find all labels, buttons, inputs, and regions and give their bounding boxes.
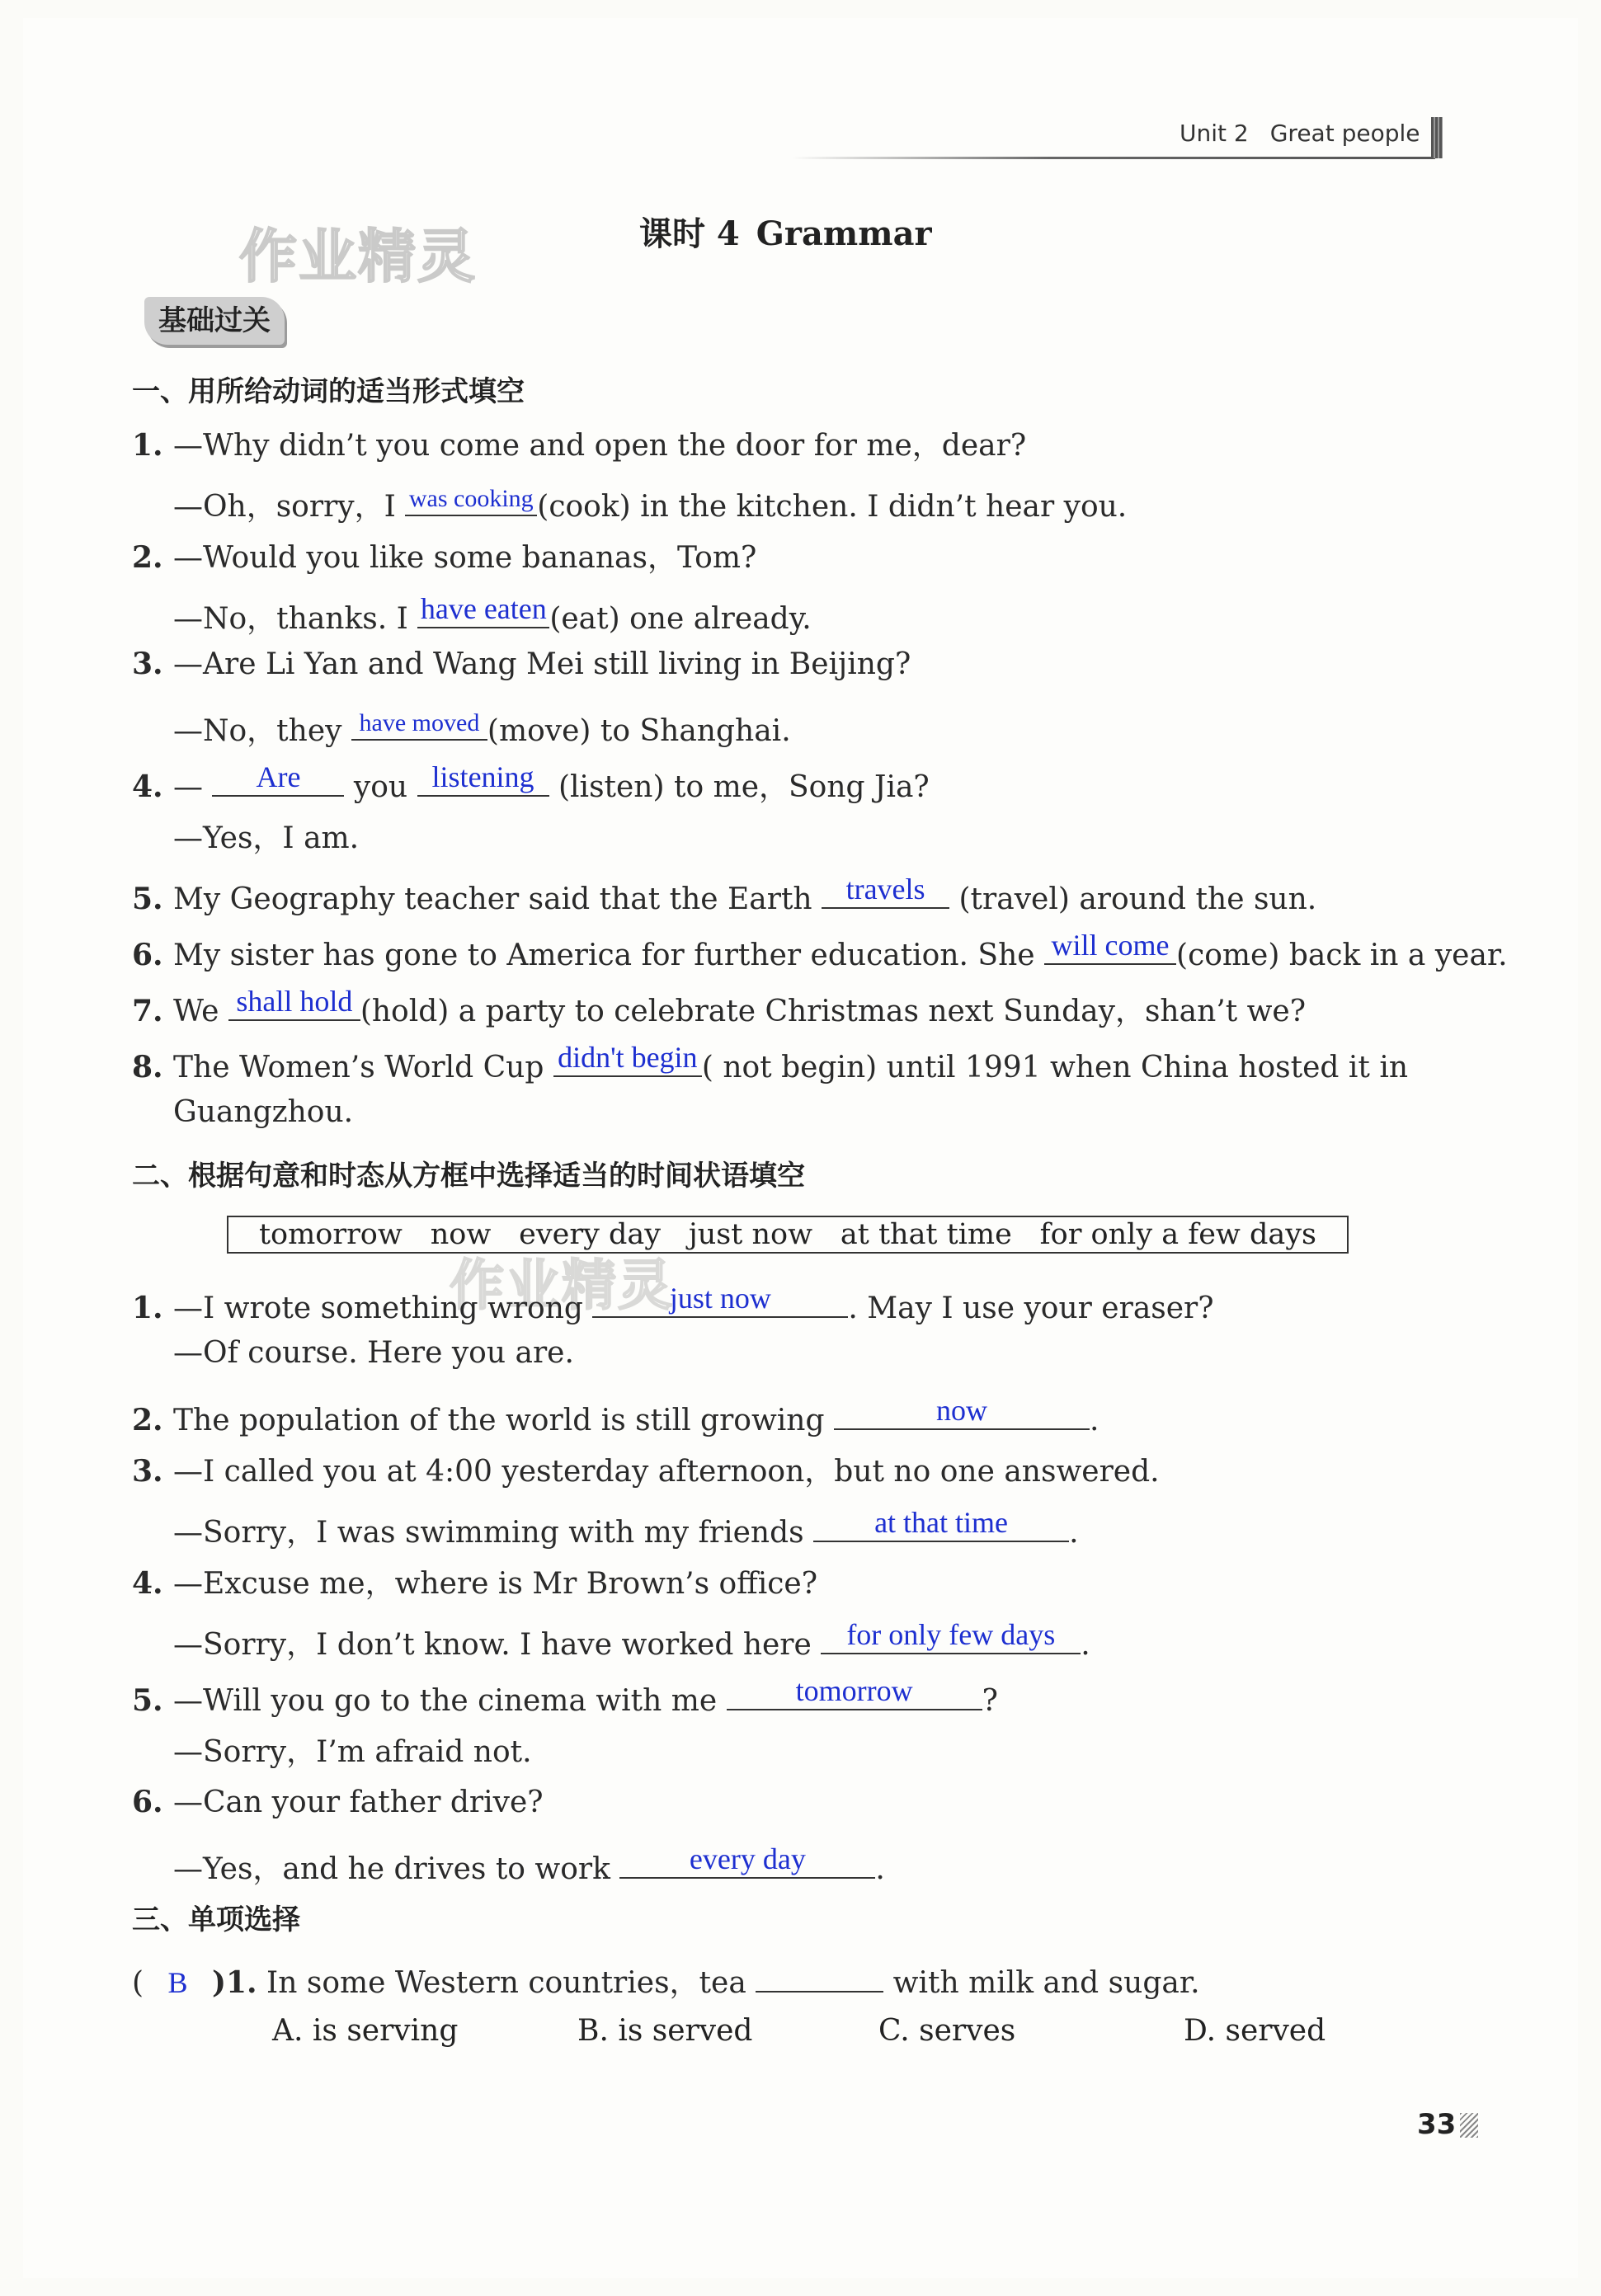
answer-blank[interactable] [1044, 927, 1176, 965]
question-text: . [875, 1852, 885, 1886]
question-text: . [1081, 1628, 1090, 1662]
unit-label: Unit 2 [1180, 120, 1249, 147]
question-line [132, 1448, 1160, 1490]
answer-text: travels [845, 873, 925, 906]
question-text: —I wrote something wrong [173, 1292, 593, 1325]
question-number: 2. [132, 540, 163, 575]
question-text: ? [982, 1684, 998, 1718]
question-line [173, 1504, 1079, 1551]
question-text: My Geography teacher said that the Earth [173, 882, 822, 916]
answer-text: at that time [874, 1506, 1009, 1539]
question-line [173, 1841, 885, 1888]
answer-blank[interactable] [727, 1673, 982, 1710]
question-number: 8. [132, 1050, 163, 1084]
word-bank-item: now [430, 1218, 492, 1251]
selected-choice[interactable]: B [167, 1966, 188, 1999]
question-line [132, 647, 911, 681]
page-number-decoration [1460, 2113, 1478, 2138]
question-text: (hold) a party to celebrate Christmas next Sunday，shan’t we? [360, 995, 1307, 1028]
word-bank-box [227, 1216, 1349, 1254]
section-heading: 一、用所给动词的适当形式填空 [132, 375, 525, 408]
question-number: 3. [132, 647, 163, 681]
question-number: )1. [211, 1965, 257, 2000]
lesson-prefix: 课时 4 [639, 214, 740, 253]
question-text: —Can your father drive? [173, 1786, 544, 1819]
question-text: —Will you go to the cinema with me [173, 1684, 727, 1718]
question-number: 5. [132, 882, 163, 916]
question-line [132, 983, 1306, 1030]
page-number: 33 [1417, 2108, 1457, 2141]
question-line [132, 1392, 1099, 1437]
question-line [132, 1560, 817, 1602]
header-rule [792, 157, 1435, 159]
answer-text: for only few days [846, 1618, 1056, 1651]
question-text: —No，thanks. I [173, 602, 418, 636]
question-text: (listen) to me，Song Jia? [549, 770, 930, 804]
section-heading: 三、单项选择 [132, 1903, 300, 1936]
question-text: ( not begin) until 1991 when China hosted it in [701, 1051, 1409, 1084]
answer-text: shall hold [236, 985, 353, 1018]
question-line [132, 1785, 544, 1819]
lesson-title [639, 208, 932, 255]
question-line [132, 1280, 1214, 1325]
question-text: — [173, 770, 213, 804]
lesson-name: Grammar [756, 214, 932, 253]
question-text: —Excuse me，where is Mr Brown’s office? [173, 1567, 818, 1601]
question-line: —Of course. Here you are. [173, 1336, 574, 1370]
question-number: 6. [132, 938, 163, 972]
question-number: 3. [132, 1454, 163, 1489]
question-text: (travel) around the sun. [949, 882, 1317, 916]
question-line: —Sorry，I’m afraid not. [173, 1735, 532, 1769]
answer-blank[interactable] [822, 871, 949, 909]
answer-text: was cooking [408, 485, 534, 512]
question-text: In some Western countries，tea [257, 1966, 756, 2000]
running-header [1180, 120, 1420, 147]
answer-text: listening [431, 760, 534, 793]
answer-blank[interactable] [813, 1504, 1069, 1542]
question-text: . [1089, 1404, 1100, 1437]
answer-text: tomorrow [795, 1674, 913, 1707]
question-text: you [344, 770, 417, 804]
option-b[interactable]: B. is served [577, 2014, 753, 2048]
word-bank-item: for only a few days [1039, 1218, 1317, 1251]
question-text: —I called you at 4:00 yesterday afternoon，but no one answered. [173, 1455, 1160, 1489]
question-text: . May I use your eraser? [848, 1292, 1214, 1325]
question-text: —Sorry，I was swimming with my friends [173, 1516, 814, 1550]
question-text: —Why didn’t you come and open the door for me，dear? [173, 429, 1027, 463]
question-line [173, 478, 1127, 525]
question-text: (come) back in a year. [1176, 939, 1508, 972]
answer-text: have eaten [420, 592, 547, 625]
answer-blank[interactable] [417, 759, 549, 797]
question-number: 4. [132, 769, 163, 804]
question-line [132, 871, 1316, 916]
option-d[interactable]: D. served [1184, 2014, 1326, 2048]
question-number: 7. [132, 994, 163, 1028]
answer-blank[interactable] [351, 703, 487, 741]
question-number: 6. [132, 1785, 163, 1819]
unit-topic: Great people [1269, 120, 1420, 147]
answer-blank[interactable] [756, 1955, 883, 1993]
question-line [132, 927, 1508, 972]
answer-blank[interactable] [417, 590, 549, 628]
question-number: 2. [132, 1403, 163, 1437]
header-bar-decoration [1431, 117, 1443, 158]
answer-text: will come [1051, 929, 1170, 962]
question-number: 1. [132, 1291, 163, 1325]
section-badge: 基础过关 [144, 297, 285, 345]
watermark: 作业精灵 [239, 223, 477, 290]
question-number: 4. [132, 1566, 163, 1601]
question-text: The population of the world is still growing [173, 1404, 834, 1437]
option-a[interactable]: A. is serving [272, 2014, 459, 2048]
watermark: 作业精灵 [450, 1254, 674, 1317]
answer-blank[interactable] [405, 478, 537, 516]
question-text: (cook) in the kitchen. I didn’t hear you. [537, 490, 1128, 524]
question-text: —Sorry，I don’t know. I have worked here [173, 1628, 822, 1662]
word-bank-item: tomorrow [258, 1218, 403, 1251]
question-text: The Women’s World Cup [173, 1051, 553, 1084]
question-line [173, 1616, 1090, 1663]
word-bank-item: just now [688, 1218, 813, 1251]
question-number: 1. [132, 428, 163, 463]
question-line [132, 1955, 1200, 2002]
answer-blank[interactable] [212, 759, 344, 797]
answer-blank[interactable] [834, 1392, 1090, 1430]
question-text: We [173, 995, 228, 1028]
answer-bracket: ( [132, 1966, 144, 2000]
option-c[interactable]: C. serves [878, 2014, 1016, 2048]
question-text: —Oh，sorry，I [173, 490, 406, 524]
question-line [132, 422, 1026, 464]
question-line [132, 1673, 998, 1718]
question-text: —Yes，and he drives to work [173, 1852, 620, 1886]
answer-text: now [935, 1394, 987, 1427]
question-text: . [1069, 1516, 1079, 1550]
question-line [132, 759, 930, 806]
answer-text: have moved [359, 709, 480, 736]
answer-text: didn't begin [558, 1041, 698, 1074]
answer-blank[interactable] [553, 1039, 702, 1077]
answer-blank[interactable] [592, 1280, 848, 1318]
answer-text: every day [689, 1842, 806, 1875]
answer-text: just now [669, 1282, 771, 1315]
question-line [132, 534, 756, 576]
question-text: (move) to Shanghai. [487, 714, 791, 748]
question-line: —Yes，I am. [173, 821, 360, 855]
answer-blank[interactable] [228, 983, 360, 1021]
question-number: 5. [132, 1683, 163, 1718]
question-line: Guangzhou. [173, 1095, 354, 1129]
question-line [132, 1039, 1408, 1084]
section-heading: 二、根据句意和时态从方框中选择适当的时间状语填空 [132, 1160, 805, 1193]
question-text: (eat) one already. [549, 602, 812, 636]
question-text: —Would you like some bananas，Tom? [173, 541, 757, 575]
question-text: —Are Li Yan and Wang Mei still living in Beijing? [173, 647, 911, 681]
question-line [173, 590, 812, 638]
question-text: My sister has gone to America for further education. She [173, 939, 1045, 972]
question-text: with milk and sugar. [883, 1966, 1200, 2000]
answer-text: Are [256, 760, 301, 793]
word-bank-item: every day [519, 1218, 662, 1251]
answer-blank[interactable] [821, 1616, 1081, 1654]
word-bank-item: at that time [840, 1218, 1012, 1251]
page [23, 18, 1578, 2278]
question-line [173, 703, 791, 750]
question-text: —No，they [173, 714, 351, 748]
answer-blank[interactable] [619, 1841, 875, 1879]
